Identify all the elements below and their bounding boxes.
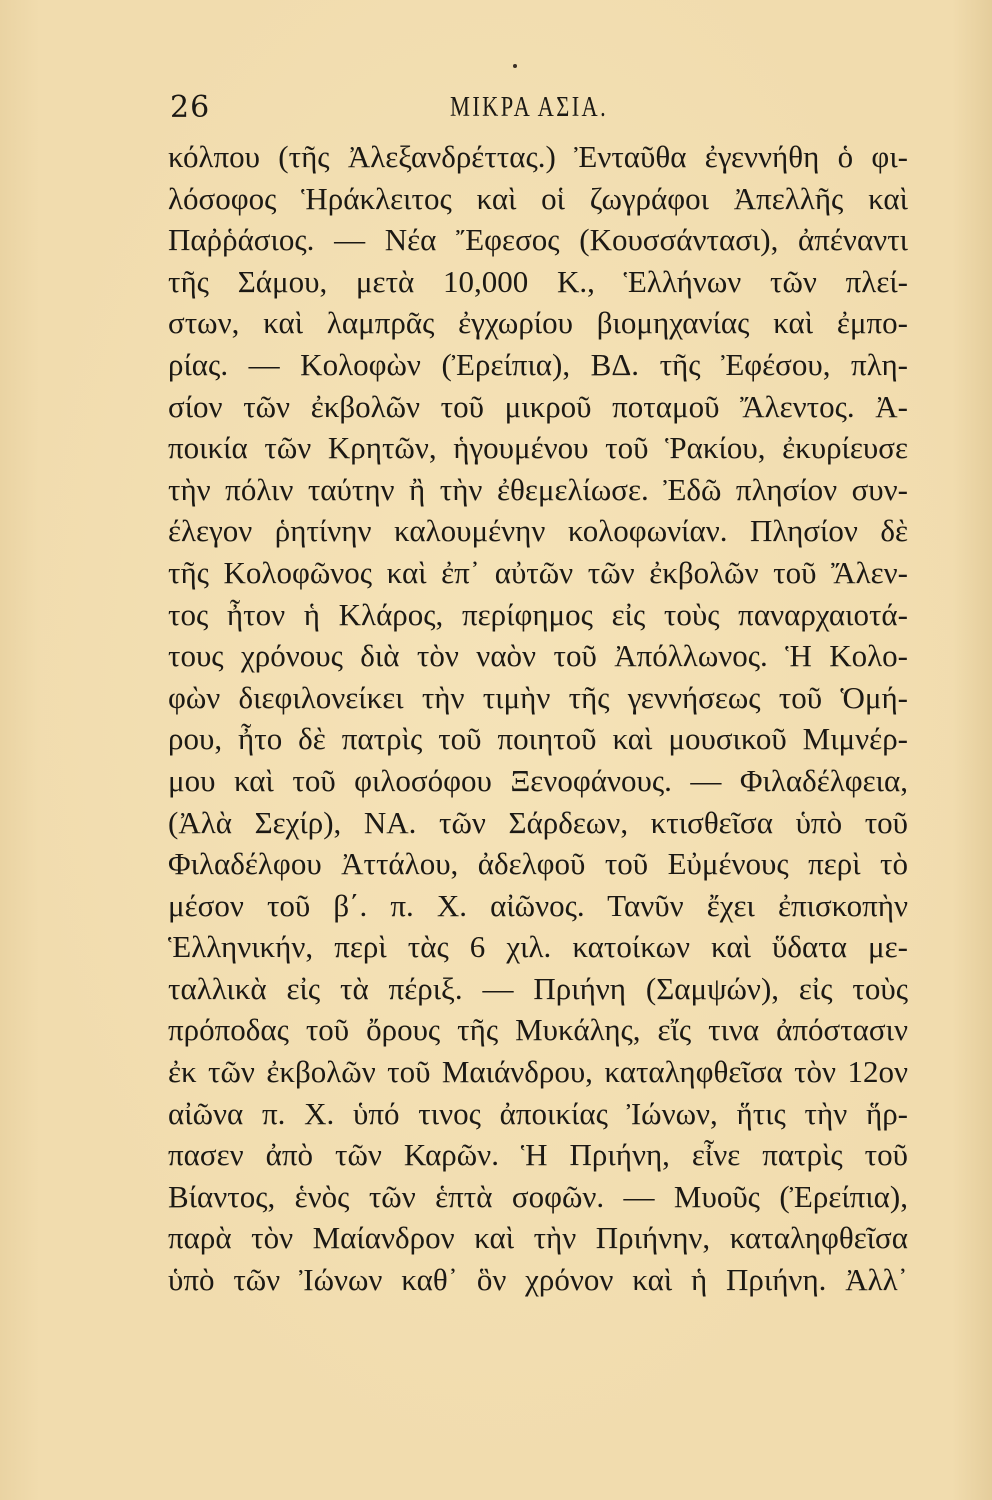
text-line: πασεν ἀπὸ τῶν Καρῶν. Ἡ Πριήνη, εἶνε πατρὶς τοῦ <box>168 1137 908 1173</box>
text-line: έλεγον ῥητίνην καλουμένην κολοφωνίαν. Πλησίον δὲ <box>168 513 908 549</box>
text-line: κόλπου (τῆς Ἀλεξανδρέττας.) Ἐνταῦθα ἐγεννήθη ὁ φι- <box>168 139 908 174</box>
text-line: λόσοφος Ἡράκλειτος καὶ οἱ ζωγράφοι Ἀπελλῆς καὶ <box>168 180 908 216</box>
text-line: στων, καὶ λαμπρᾶς ἐγχωρίου βιομηχανίας καὶ ἐμπο- <box>168 305 908 341</box>
ink-speck <box>513 64 517 68</box>
body-text <box>168 136 908 1301</box>
text-line: ρίας. — Κολοφὼν (Ἐρείπια), ΒΔ. τῆς Ἐφέσου, πλη- <box>168 346 908 382</box>
text-line: μέσον τοῦ β΄. π. Χ. αἰῶνος. Τανῦν ἔχει ἐπισκοπὴν <box>168 887 908 923</box>
text-line: τῆς Κολοφῶνος καὶ ἐπ᾿ αὐτῶν τῶν ἐκβολῶν τοῦ Ἄλεν- <box>168 554 908 590</box>
text-line: ποικία τῶν Κρητῶν, ἡγουμένου τοῦ Ῥακίου, ἐκυρίευσε <box>168 430 908 466</box>
text-line: παρὰ τὸν Μαίανδρον καὶ τὴν Πριήνην, καταληφθεῖσα <box>168 1220 908 1256</box>
text-line: πρόποδας τοῦ ὄρους τῆς Μυκάλης, εἴς τινα ἀπόστασιν <box>168 1012 908 1048</box>
text-line: ἐκ τῶν ἐκβολῶν τοῦ Μαιάνδρου, καταληφθεῖσα τὸν 12ον <box>168 1054 908 1090</box>
running-title: ΜΙΚΡΑ ΑΣΙΑ. <box>450 92 609 123</box>
text-line: Ἑλληνικήν, περὶ τὰς 6 χιλ. κατοίκων καὶ ὕδατα με- <box>168 929 908 965</box>
text-line: τους χρόνους διὰ τὸν ναὸν τοῦ Ἀπόλλωνος. Ἡ Κολο- <box>168 638 908 674</box>
text-line: αἰῶνα π. Χ. ὑπό τινος ἀποικίας Ἰώνων, ἥτις τὴν ἥρ- <box>168 1095 908 1131</box>
text-line: μου καὶ τοῦ φιλοσόφου Ξενοφάνους. — Φιλαδέλφεια, <box>168 762 908 798</box>
text-line: (Ἀλὰ Σεχίρ), ΝΑ. τῶν Σάρδεων, κτισθεῖσα ὑπὸ τοῦ <box>168 804 908 840</box>
text-line: ὑπὸ τῶν Ἰώνων καθ᾿ ὃν χρόνον καὶ ἡ Πριήνη. Ἀλλ᾿ <box>168 1262 908 1298</box>
text-line: τῆς Σάμου, μετὰ 10,000 Κ., Ἑλλήνων τῶν πλεί- <box>168 263 908 299</box>
text-line: Βίαντος, ἑνὸς τῶν ἑπτὰ σοφῶν. — Μυοῦς (Ἐρείπια), <box>168 1178 908 1214</box>
page-header <box>170 88 910 128</box>
text-line: Παῤῥάσιος. — Νέα Ἔφεσος (Κουσσάντασι), ἀπέναντι <box>168 222 908 258</box>
page-number: 26 <box>170 90 211 125</box>
text-line: σίον τῶν ἐκβολῶν τοῦ μικροῦ ποταμοῦ Ἄλεντος. Ἀ- <box>168 388 908 424</box>
text-line: τος ἦτον ἡ Κλάρος, περίφημος εἰς τοὺς παναρχαιοτά- <box>168 596 908 632</box>
text-line: ταλλικὰ εἰς τὰ πέριξ. — Πριήνη (Σαμψών), εἰς τοὺς <box>168 970 908 1006</box>
text-line: τὴν πόλιν ταύτην ἢ τὴν ἐθεμελίωσε. Ἐδῶ πλησίον συν- <box>168 471 908 507</box>
text-line: Φιλαδέλφου Ἀττάλου, ἀδελφοῦ τοῦ Εὐμένους περὶ τὸ <box>168 846 908 882</box>
text-line: ρου, ἦτο δὲ πατρὶς τοῦ ποιητοῦ καὶ μουσικοῦ Μιμνέρ- <box>168 721 908 757</box>
text-line: φὼν διεφιλονείκει τὴν τιμὴν τῆς γεννήσεως τοῦ Ὁμή- <box>168 679 908 715</box>
